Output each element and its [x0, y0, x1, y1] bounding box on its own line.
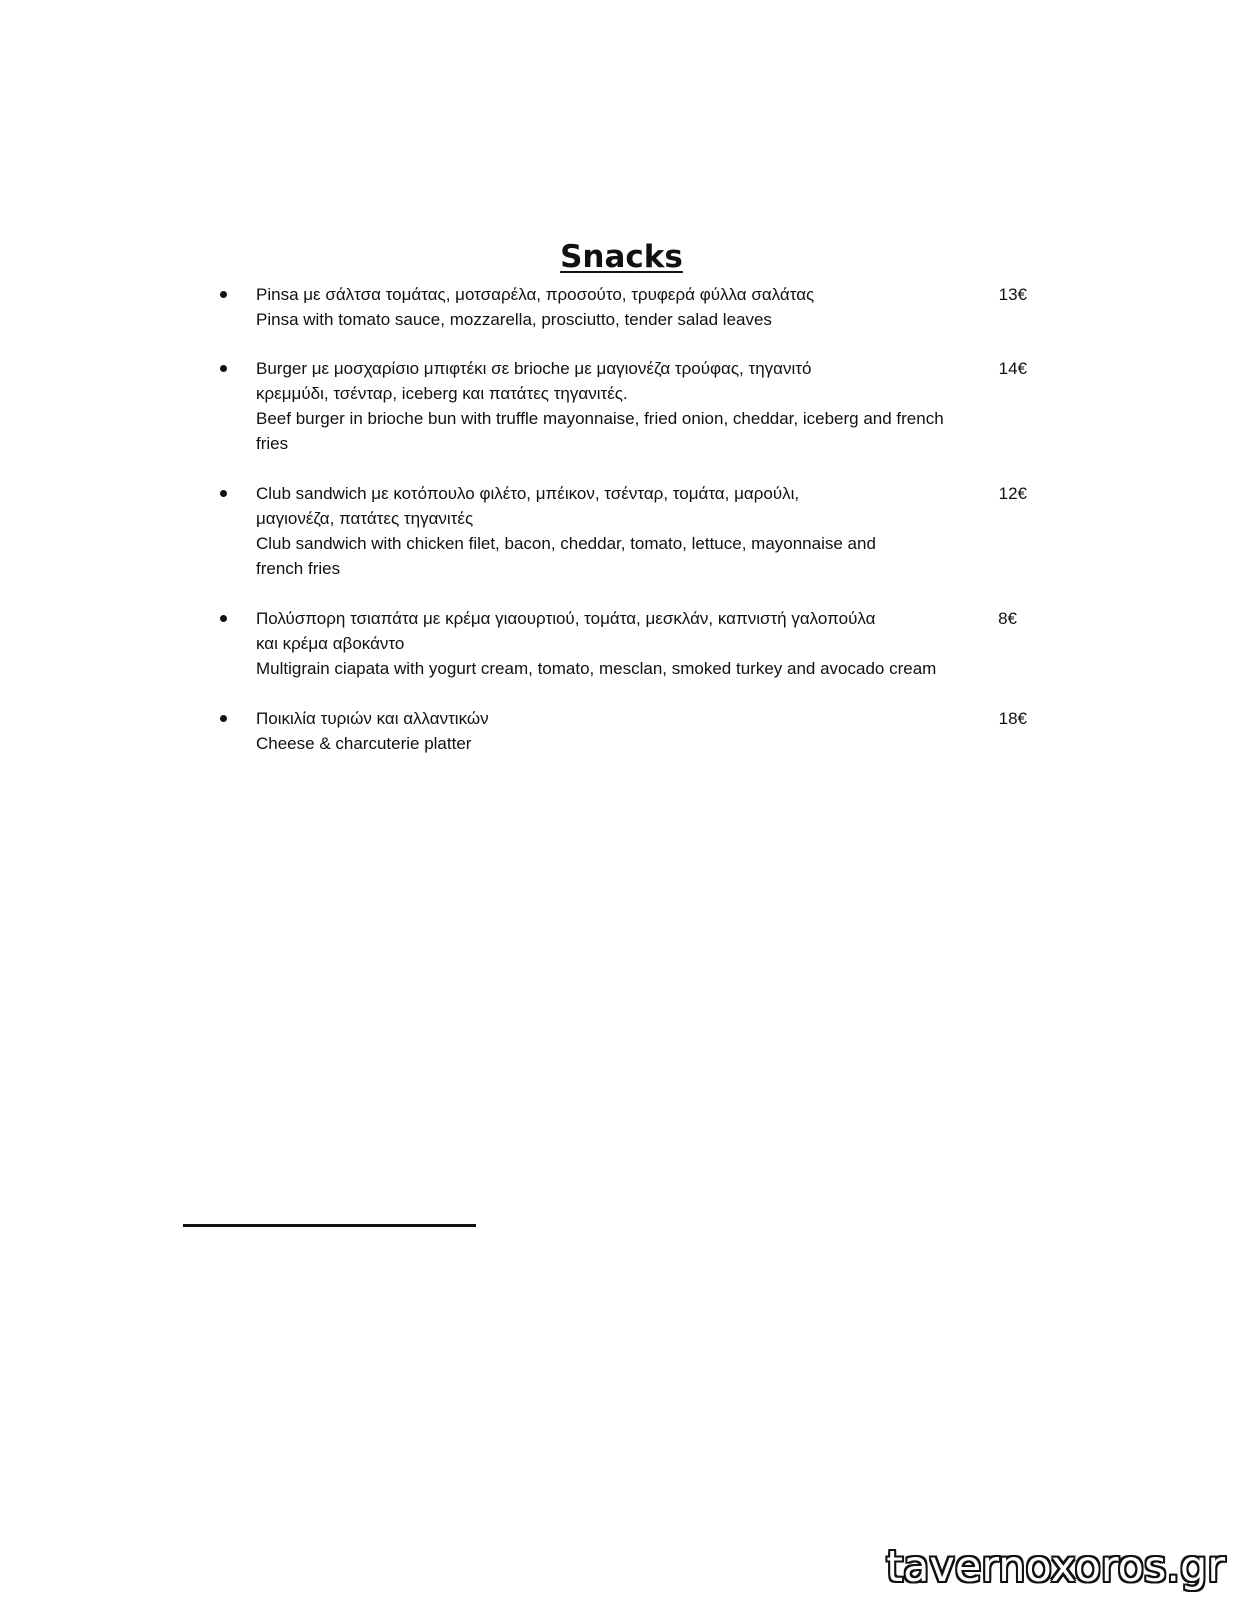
bullet-icon	[220, 490, 227, 497]
item-description	[256, 706, 489, 756]
english-description: Beef burger in brioche bun with truffle mayonnaise, fried onion, cheddar, iceberg and french	[256, 409, 944, 428]
greek-description: μαγιονέζα, πατάτες τηγανιτές	[256, 509, 474, 528]
english-description: Multigrain ciapata with yogurt cream, tomato, mesclan, smoked turkey and avocado cream	[256, 659, 937, 678]
item-price: 8€	[998, 609, 1017, 628]
greek-description: Πολύσπορη τσιαπάτα με κρέμα γιαουρτιού, τομάτα, μεσκλάν, καπνιστή γαλοπούλα	[256, 609, 876, 628]
bullet-icon	[220, 715, 227, 722]
watermark: tavernoxoros.gr	[886, 1542, 1225, 1592]
item-price: 18€	[998, 709, 1027, 728]
greek-description: Club sandwich με κοτόπουλο φιλέτο, μπέικον, τσένταρ, τομάτα, μαρούλι,	[256, 484, 800, 503]
item-price: 13€	[998, 285, 1027, 304]
english-description: french fries	[256, 559, 341, 578]
english-description: fries	[256, 434, 289, 453]
item-description	[256, 481, 876, 581]
menu-title: Snacks	[560, 239, 683, 275]
greek-description: Pinsa με σάλτσα τομάτας, μοτσαρέλα, προσούτο, τρυφερά φύλλα σαλάτας	[256, 285, 815, 304]
greek-description: Ποικιλία τυριών και αλλαντικών	[256, 709, 489, 728]
greek-description: και κρέμα αβοκάντο	[256, 634, 405, 653]
footnote-divider	[183, 1224, 476, 1227]
item-price: 14€	[998, 359, 1027, 378]
english-description: Club sandwich with chicken filet, bacon, cheddar, tomato, lettuce, mayonnaise and	[256, 534, 876, 553]
bullet-icon	[220, 291, 227, 298]
item-description	[256, 606, 936, 681]
greek-description: κρεμμύδι, τσένταρ, iceberg και πατάτες τηγανιτές.	[256, 384, 628, 403]
english-description: Cheese & charcuterie platter	[256, 734, 472, 753]
english-description: Pinsa with tomato sauce, mozzarella, prosciutto, tender salad leaves	[256, 310, 772, 329]
item-description	[256, 282, 814, 332]
item-description	[256, 356, 944, 456]
bullet-icon	[220, 615, 227, 622]
item-price: 12€	[998, 484, 1027, 503]
greek-description: Burger με μοσχαρίσιο μπιφτέκι σε brioche με μαγιονέζα τρούφας, τηγανιτό	[256, 359, 812, 378]
bullet-icon	[220, 365, 227, 372]
